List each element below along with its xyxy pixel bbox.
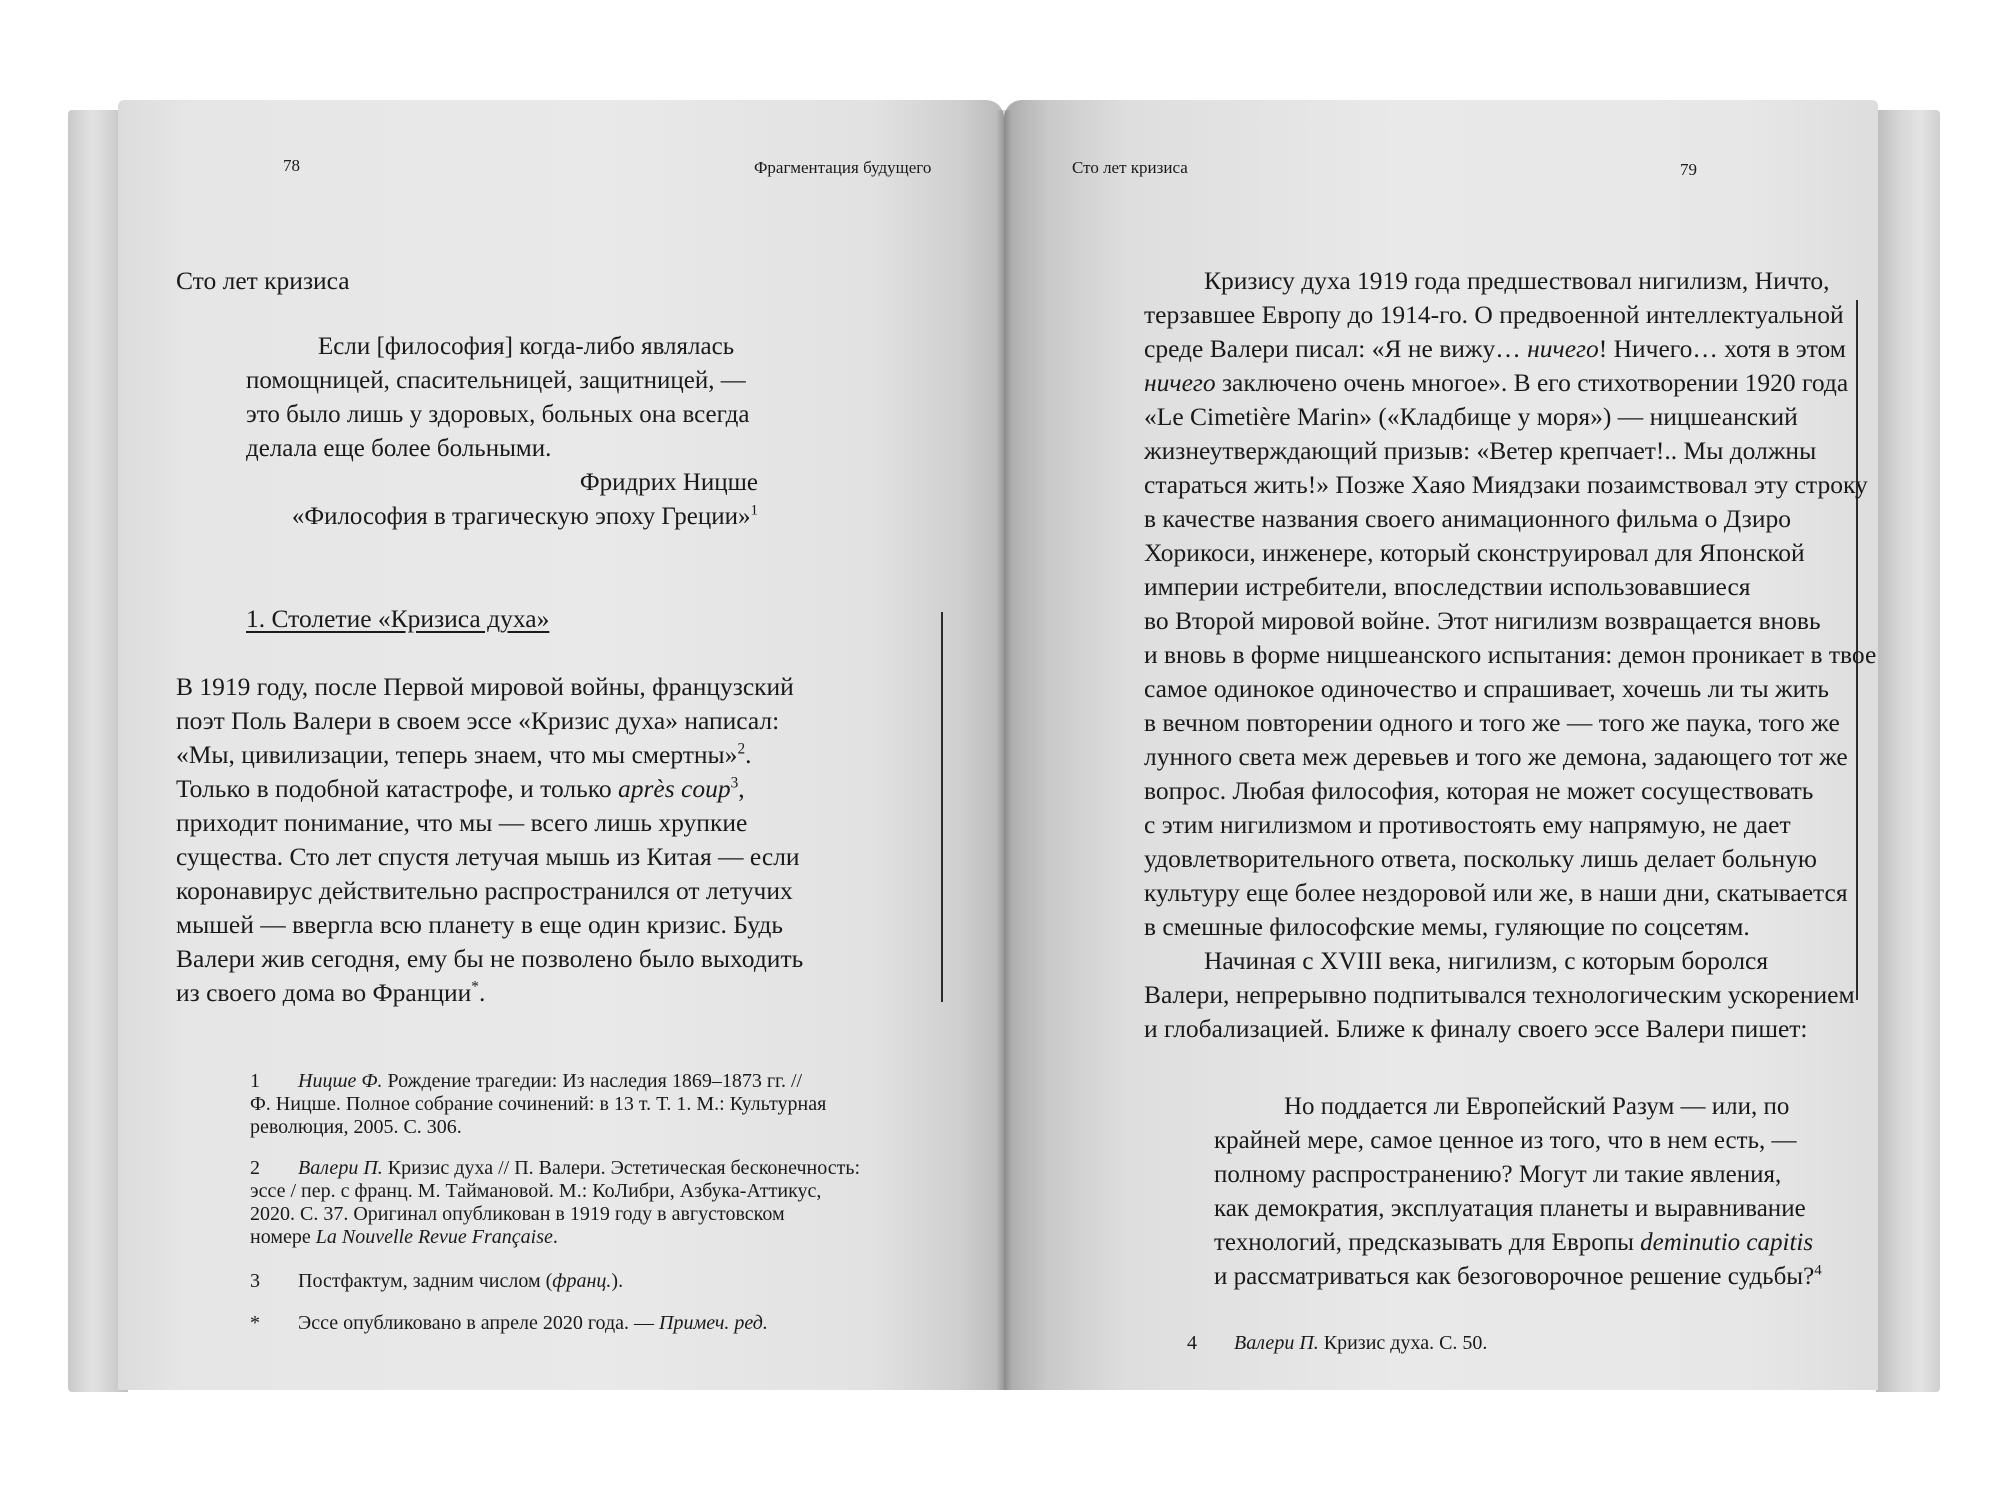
text-line: в вечном повторении одного и того же — того же паука, того же [1144, 708, 1840, 737]
footnote-number: 1 [250, 1070, 260, 1092]
text-line: и вновь в форме ницшеанского испытания: демон проникает в твое [1144, 640, 1877, 669]
footnote-number: 2 [250, 1157, 260, 1179]
footnote-line: революция, 2005. С. 306. [250, 1116, 462, 1138]
text-line: поэт Поль Валери в своем эссе «Кризис духа» написал: [176, 706, 780, 735]
text-line: Валери, непрерывно подпитывался технологическим ускорением [1144, 980, 1855, 1009]
footnote-number: 4 [1187, 1332, 1197, 1354]
text-line: Кризису духа 1919 года предшествовал нигилизм, Ничто, [1204, 266, 1830, 295]
footnote-line: Валери П. Кризис духа. С. 50. [1234, 1332, 1488, 1354]
text-line: вопрос. Любая философия, которая не может сосуществовать [1144, 776, 1814, 805]
text-line: «Мы, цивилизации, теперь знаем, что мы смертны»$^2$. [176, 740, 752, 769]
left-page [118, 100, 1004, 1390]
text-line: «Le Cimetière Marin» («Кладбище у моря») — ницшеанский [1144, 402, 1798, 431]
section-heading: 1. Столетие «Кризиса духа» [246, 604, 550, 633]
footnote-line: номере La Nouvelle Revue Française. [250, 1226, 558, 1248]
footnote-number: * [250, 1312, 260, 1334]
text-line: с этим нигилизмом и противостоять ему напрямую, не дает [1144, 810, 1791, 839]
epigraph-line: это было лишь у здоровых, больных она всегда [246, 401, 750, 428]
right-page [1004, 100, 1878, 1390]
text-line: Валери жив сегодня, ему бы не позволено было выходить [176, 944, 804, 973]
epigraph-line: помощницей, спасительницей, защитницей, — [246, 367, 746, 394]
text-line: самое одинокое одиночество и спрашивает, хочешь ли ты жить [1144, 674, 1830, 703]
text-line: существа. Сто лет спустя летучая мышь из Китая — если [176, 842, 800, 871]
epigraph-line: делала еще более больными. [246, 435, 552, 462]
text-line: среде Валери писал: «Я не вижу… ничего! Ничего… хотя в этом [1144, 334, 1846, 363]
text-line: Начиная с XVIII века, нигилизм, с которым боролся [1204, 946, 1769, 975]
text-line: жизнеутверждающий призыв: «Ветер крепчает!.. Мы должны [1144, 436, 1817, 465]
epigraph-author: Фридрих Ницше [579, 469, 758, 496]
epigraph-line: Если [философия] когда-либо являлась [318, 333, 735, 360]
text-line: лунного света меж деревьев и того же демона, задающего тот же [1144, 742, 1848, 771]
quote-line: полному распространению? Могут ли такие явления, [1214, 1161, 1782, 1188]
text-line: культуру еще более нездоровой или же, в наши дни, скатывается [1144, 878, 1848, 907]
text-line: империи истребители, впоследствии использовавшиеся [1144, 572, 1751, 601]
text-line: в смешные философские мемы, гуляющие по соцсетям. [1144, 912, 1750, 941]
text-line: коронавирус действительно распространился от летучих [176, 876, 793, 905]
text-line: В 1919 году, после Первой мировой войны, французский [176, 672, 794, 701]
text-line: стараться жить!» Позже Хаяо Миядзаки позаимствовал эту строку [1144, 470, 1868, 499]
text-line: приходит понимание, что мы — всего лишь хрупкие [176, 808, 748, 837]
text-line: в качестве названия своего анимационного фильма о Дзиро [1144, 504, 1791, 533]
page-number: 78 [283, 156, 300, 175]
text-line: терзавшее Европу до 1914-го. О предвоенной интеллектуальной [1144, 300, 1844, 329]
running-head: Фрагментация будущего [754, 158, 932, 177]
footnote-line: эссе / пер. с франц. М. Таймановой. М.: КоЛибри, Азбука-Аттикус, [250, 1180, 822, 1202]
footnote-line: Эссе опубликовано в апреле 2020 года. — Примеч. ред. [298, 1312, 768, 1334]
footnote-line: Валери П. Кризис духа // П. Валери. Эстетическая бесконечность: [298, 1157, 861, 1179]
quote-line: технологий, предсказывать для Европы deminutio capitis [1214, 1229, 1814, 1256]
text-line: Только в подобной катастрофе, и только après coup$^3$, [176, 774, 745, 803]
book-gutter [996, 110, 1012, 1390]
right-page-stack [1876, 110, 1940, 1392]
footnote-line: Ф. Ницше. Полное собрание сочинений: в 13 т. Т. 1. М.: Культурная [250, 1093, 827, 1115]
page-number: 79 [1680, 160, 1697, 179]
quote-line: Но поддается ли Европейский Разум — или, по [1284, 1093, 1790, 1120]
text-line: во Второй мировой войне. Этот нигилизм возвращается вновь [1144, 606, 1821, 635]
text-line: удовлетворительного ответа, поскольку лишь делает больную [1144, 844, 1817, 873]
margin-rule [941, 612, 943, 1002]
footnote-line: Ницше Ф. Рождение трагедии: Из наследия 1869–1873 гг. // [298, 1070, 803, 1092]
footnote-line: Постфактум, задним числом (франц.). [298, 1270, 624, 1292]
quote-line: крайней мере, самое ценное из того, что в нем есть, — [1214, 1127, 1797, 1154]
epigraph-source: «Философия в трагическую эпоху Греции»$^1$ [291, 502, 758, 530]
text-line: из своего дома во Франции*. [176, 978, 486, 1007]
text-line: ничего заключено очень многое». В его стихотворении 1920 года [1144, 368, 1849, 397]
footnote-line: 2020. С. 37. Оригинал опубликован в 1919 году в августовском [250, 1203, 785, 1225]
quote-line: как демократия, эксплуатация планеты и выравнивание [1214, 1195, 1806, 1222]
running-head: Сто лет кризиса [1072, 158, 1188, 177]
text-line: мышей — ввергла всю планету в еще один кризис. Будь [176, 910, 783, 939]
text-line: Хорикоси, инженере, который сконструировал для Японской [1144, 538, 1805, 567]
text-line: и глобализацией. Ближе к финалу своего эссе Валери пишет: [1144, 1014, 1808, 1043]
footnote-number: 3 [250, 1270, 260, 1292]
chapter-title: Сто лет кризиса [176, 266, 350, 295]
quote-line: и рассматриваться как безоговорочное решение судьбы?$^4$ [1214, 1262, 1822, 1290]
